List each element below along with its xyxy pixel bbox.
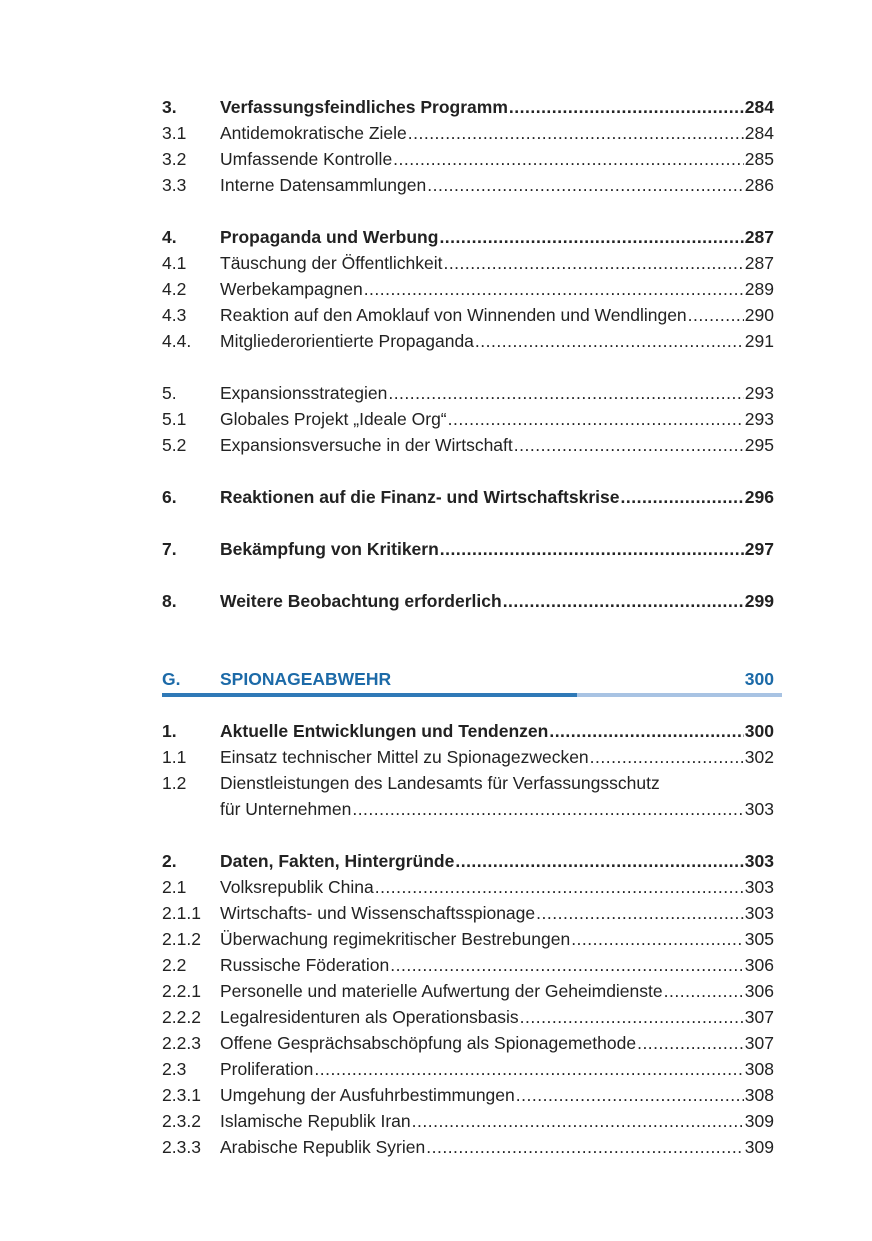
toc-page: 290 [744,305,774,325]
toc-page: 284 [744,97,774,117]
toc-entry-3-1[interactable] [162,120,774,146]
toc-number: 4.4. [162,331,192,351]
toc-number: 4. [162,227,177,247]
toc-title: Legalresidenturen als Operationsbasis [220,1007,519,1027]
toc-title: Expansionsstrategien [220,383,388,403]
toc-page: 293 [744,383,774,403]
toc-title: Mitgliederorientierte Propaganda [220,331,474,351]
toc-title: Islamische Republik Iran [220,1111,411,1131]
toc-title: Daten, Fakten, Hintergründe [220,851,455,871]
toc-title: Verfassungsfeindliches Programm [220,97,508,117]
toc-page: 287 [744,227,774,247]
toc-entry-g-2-1-2[interactable] [162,926,774,952]
toc-title: Interne Datensammlungen [220,175,427,195]
toc-entry-g-2-2[interactable] [162,952,774,978]
toc-title: Wirtschafts- und Wissenschaftsspionage [220,903,536,923]
toc-number: 2.3.1 [162,1085,201,1105]
toc-title: Einsatz technischer Mittel zu Spionagezwecken [220,747,589,767]
toc-entry-5[interactable] [162,380,774,406]
toc-title: Bekämpfung von Kritikern [220,539,439,559]
toc-title: Offene Gesprächsabschöpfung als Spionagemethode [220,1033,637,1053]
toc-page: 289 [744,279,774,299]
toc-page: 309 [744,1111,774,1131]
toc-title: Täuschung der Öffentlichkeit [220,253,443,273]
toc-entry-6[interactable] [162,484,774,510]
toc-entry-g-2-1-1[interactable] [162,900,774,926]
toc-entry-g-1-2-continued[interactable] [162,796,774,822]
toc-title: Propaganda und Werbung [220,227,439,247]
toc-page: 309 [744,1137,774,1157]
toc-entry-g-2-2-2[interactable] [162,1004,774,1030]
toc-number: 2.2 [162,955,187,975]
toc-entry-g-2-3-3[interactable] [162,1134,774,1160]
toc-number: 5.1 [162,409,187,429]
toc-page: 299 [744,591,774,611]
toc-page: 285 [744,149,774,169]
toc-title: Arabische Republik Syrien [220,1137,426,1157]
toc-entry-g-2-3-2[interactable] [162,1108,774,1134]
toc-number: 7. [162,539,177,559]
toc-number: 2.1.1 [162,903,201,923]
toc-page: 296 [744,487,774,507]
toc-page: 303 [744,799,774,819]
toc-entry-8[interactable] [162,588,774,614]
toc-entry-4[interactable] [162,224,774,250]
toc-page: 308 [744,1085,774,1105]
toc-page: 291 [744,331,774,351]
toc-title: Aktuelle Entwicklungen und Tendenzen [220,721,549,741]
toc-page: 308 [744,1059,774,1079]
toc-title: Globales Projekt „Ideale Org“ [220,409,447,429]
toc-number: 2.1.2 [162,929,201,949]
toc-title: Reaktion auf den Amoklauf von Winnenden und Wendlingen [220,305,687,325]
table-of-contents [162,94,774,1160]
toc-number: 1. [162,721,177,741]
toc-entry-5-2[interactable] [162,432,774,458]
toc-page: 302 [744,747,774,767]
toc-title: Umgehung der Ausfuhrbestimmungen [220,1085,515,1105]
toc-title: Expansionsversuche in der Wirtschaft [220,435,513,455]
toc-page: 286 [744,175,774,195]
toc-number: 2.2.1 [162,981,201,1001]
toc-number: 1.1 [162,747,187,767]
toc-entry-4-4[interactable] [162,328,774,354]
toc-number: 2.1 [162,877,187,897]
toc-page: 295 [744,435,774,455]
toc-number: 4.2 [162,279,187,299]
toc-number: 1.2 [162,773,187,793]
toc-page: 307 [744,1033,774,1053]
toc-entry-4-2[interactable] [162,276,774,302]
toc-title: Weitere Beobachtung erforderlich [220,591,502,611]
section-title: SPIONAGEABWEHR [220,669,392,689]
section-page: 300 [744,669,774,689]
toc-entry-g-1[interactable] [162,718,774,744]
toc-entry-5-1[interactable] [162,406,774,432]
toc-entry-g-2[interactable] [162,848,774,874]
toc-number: 3.1 [162,123,187,143]
toc-title: Volksrepublik China [220,877,374,897]
toc-page: 303 [744,903,774,923]
toc-number: 5.2 [162,435,187,455]
toc-number: 6. [162,487,177,507]
toc-title: Proliferation [220,1059,314,1079]
toc-entry-g-1-2[interactable] [162,770,774,796]
toc-entry-g-2-3-1[interactable] [162,1082,774,1108]
toc-page: 305 [744,929,774,949]
toc-page: 297 [744,539,774,559]
toc-number: 3. [162,97,177,117]
toc-page: 284 [744,123,774,143]
toc-page: 307 [744,1007,774,1027]
toc-entry-3-2[interactable] [162,146,774,172]
toc-number: 3.3 [162,175,187,195]
toc-entry-7[interactable] [162,536,774,562]
toc-page: 293 [744,409,774,429]
toc-entry-g-1-1[interactable] [162,744,774,770]
toc-entry-4-3[interactable] [162,302,774,328]
toc-number: 3.2 [162,149,187,169]
toc-entry-g-2-1[interactable] [162,874,774,900]
toc-number: 5. [162,383,177,403]
toc-number: 8. [162,591,177,611]
toc-title: Reaktionen auf die Finanz- und Wirtschaftskrise [220,487,620,507]
toc-number: 2.2.2 [162,1007,201,1027]
toc-entry-4-1[interactable] [162,250,774,276]
toc-entry-3-3[interactable] [162,172,774,198]
toc-page: 306 [744,955,774,975]
toc-page: 287 [744,253,774,273]
section-rule [162,693,782,697]
toc-entry-g-2-2-1[interactable] [162,978,774,1004]
toc-number: 2. [162,851,177,871]
toc-number: 2.2.3 [162,1033,201,1053]
toc-number: 4.1 [162,253,187,273]
toc-page: 300 [744,721,774,741]
toc-title: Russische Föderation [220,955,390,975]
toc-title: Überwachung regimekritischer Bestrebungen [220,929,571,949]
toc-title: Werbekampagnen [220,279,363,299]
section-heading-g[interactable] [162,666,774,692]
toc-page: 303 [744,851,774,871]
section-number: G. [162,669,181,689]
toc-number: 2.3.2 [162,1111,201,1131]
toc-title: Dienstleistungen des Landesamts für Verfassungsschutz [220,773,660,793]
toc-title: für Unternehmen [220,799,352,819]
toc-page: 306 [744,981,774,1001]
toc-number: 4.3 [162,305,187,325]
toc-entry-3[interactable] [162,94,774,120]
toc-page: 303 [744,877,774,897]
toc-title: Antidemokratische Ziele [220,123,407,143]
toc-title: Personelle und materielle Aufwertung der Geheimdienste [220,981,663,1001]
toc-number: 2.3 [162,1059,187,1079]
toc-entry-g-2-3[interactable] [162,1056,774,1082]
toc-title: Umfassende Kontrolle [220,149,393,169]
toc-entry-g-2-2-3[interactable] [162,1030,774,1056]
toc-number: 2.3.3 [162,1137,201,1157]
